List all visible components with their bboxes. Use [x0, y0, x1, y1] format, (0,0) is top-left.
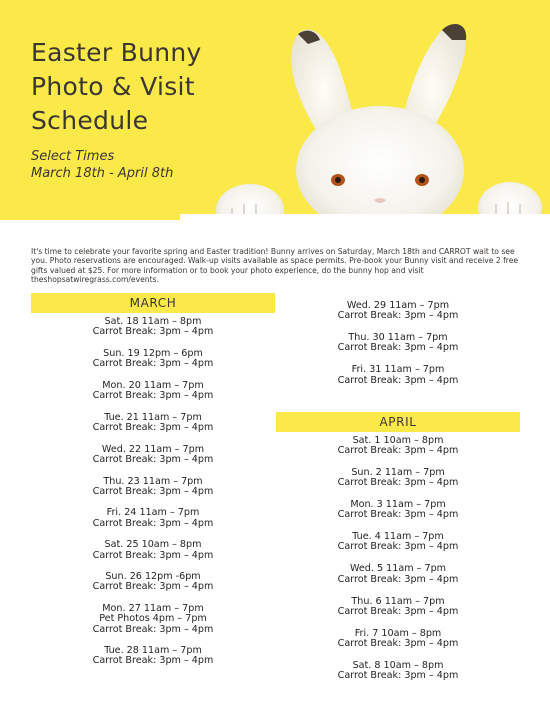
- schedule-entry: [276, 365, 520, 385]
- entry-line: Mon. 20 11am – 7pm: [102, 379, 204, 391]
- schedule-entry: [276, 301, 520, 321]
- schedule-entry: [276, 436, 520, 456]
- march-column: [31, 293, 275, 678]
- entry-line: Sat. 1 10am – 8pm: [352, 434, 444, 446]
- entry-line: Mon. 3 11am – 7pm: [350, 499, 446, 511]
- entry-line: Fri. 31 11am – 7pm: [351, 364, 445, 376]
- entry-line: Carrot Break: 3pm – 4pm: [337, 541, 459, 553]
- schedule-entry: [31, 317, 275, 337]
- entry-line: Sat. 18 11am – 8pm: [104, 316, 202, 327]
- entry-line: Wed. 29 11am – 7pm: [346, 300, 450, 311]
- date-range: [31, 148, 173, 182]
- schedule-entry: [31, 508, 275, 528]
- schedule-entry: [276, 661, 520, 681]
- entry-line: Carrot Break: 3pm – 4pm: [337, 605, 459, 617]
- schedule-entry: [276, 597, 520, 617]
- schedule-entry: [31, 646, 275, 666]
- entry-line: Carrot Break: 3pm – 4pm: [92, 390, 214, 402]
- march-heading: MARCH: [31, 293, 275, 313]
- entry-line: Carrot Break: 3pm – 4pm: [337, 374, 459, 386]
- entry-line: Wed. 5 11am – 7pm: [349, 563, 447, 575]
- entry-line: Fri. 7 10am – 8pm: [354, 627, 442, 639]
- entry-line: Carrot Break: 3pm – 4pm: [337, 477, 459, 489]
- schedule-entry: [31, 413, 275, 433]
- schedule-entry: [31, 349, 275, 369]
- entry-line: Thu. 6 11am – 7pm: [351, 595, 445, 607]
- april-column: [276, 301, 520, 693]
- schedule-entry: [31, 477, 275, 497]
- entry-line: Carrot Break: 3pm – 4pm: [92, 326, 214, 338]
- entry-line: Carrot Break: 3pm – 4pm: [337, 342, 459, 354]
- schedule-entry: [31, 445, 275, 465]
- entry-line: Pet Photos 4pm – 7pm: [99, 613, 207, 625]
- entry-line: Carrot Break: 3pm – 4pm: [92, 517, 214, 529]
- entry-line: Sun. 19 12pm – 6pm: [103, 347, 203, 359]
- entry-line: Carrot Break: 3pm – 4pm: [337, 670, 459, 682]
- entry-line: Sat. 8 10am – 8pm: [352, 660, 444, 672]
- entry-line: Sun. 2 11am – 7pm: [351, 466, 445, 478]
- entry-line: Carrot Break: 3pm – 4pm: [92, 485, 214, 497]
- subtitle-line: Select Times: [31, 149, 115, 164]
- schedule-entry: [276, 500, 520, 520]
- entry-line: Wed. 22 11am – 7pm: [101, 443, 205, 455]
- schedule-entry: [31, 381, 275, 401]
- entry-line: Carrot Break: 3pm – 4pm: [337, 310, 459, 322]
- entry-line: Tue. 4 11am – 7pm: [352, 531, 444, 543]
- entry-line: Fri. 24 11am – 7pm: [106, 507, 200, 519]
- title-line: Photo & Visit: [31, 72, 195, 101]
- entry-line: Carrot Break: 3pm – 4pm: [337, 638, 459, 650]
- entry-line: Mon. 27 11am – 7pm: [102, 603, 204, 615]
- spacer: [276, 398, 520, 412]
- schedule-entry: [31, 572, 275, 592]
- schedule-entry: [276, 629, 520, 649]
- april-heading: APRIL: [276, 412, 520, 432]
- entry-line: Carrot Break: 3pm – 4pm: [92, 549, 214, 561]
- entry-line: Thu. 23 11am – 7pm: [103, 475, 203, 487]
- schedule-entry: [276, 333, 520, 353]
- subtitle-line: March 18th - April 8th: [31, 166, 174, 181]
- schedule-entry: [31, 540, 275, 560]
- entry-line: Sat. 25 10am – 8pm: [104, 539, 202, 551]
- intro-paragraph: It's time to celebrate your favorite spring and Easter tradition! Bunny arrives on Saturday, March 18th and CARROT wait to see you. Photo reservations are encouraged. Walk-up visits available as space permits. Pre-book your Bunny visit and receive 2 free gifts valued at $25. For more information or to book your photo experience, do the bunny hop and visit theshopsatwiregrass.com/events.: [31, 246, 519, 285]
- entry-line: Tue. 28 11am – 7pm: [104, 645, 202, 657]
- entry-line: Carrot Break: 3pm – 4pm: [92, 655, 214, 667]
- entry-line: Carrot Break: 3pm – 4pm: [92, 581, 214, 593]
- schedule-entry: [276, 468, 520, 488]
- entry-line: Carrot Break: 3pm – 4pm: [337, 573, 459, 585]
- entry-line: Sun. 26 12pm -6pm: [105, 571, 201, 583]
- page-title: [31, 36, 202, 138]
- entry-line: Carrot Break: 3pm – 4pm: [337, 444, 459, 456]
- entry-line: Carrot Break: 3pm – 4pm: [92, 453, 214, 465]
- entry-line: Tue. 21 11am – 7pm: [104, 411, 202, 423]
- entry-line: Carrot Break: 3pm – 4pm: [92, 421, 214, 433]
- entry-line: Carrot Break: 3pm – 4pm: [92, 358, 214, 370]
- schedule-entry: [276, 564, 520, 584]
- entry-line: Thu. 30 11am – 7pm: [348, 332, 448, 344]
- title-line: Easter Bunny: [31, 38, 202, 67]
- hero-banner: [0, 0, 550, 220]
- schedule-entry: [276, 532, 520, 552]
- entry-line: Carrot Break: 3pm – 4pm: [337, 509, 459, 521]
- easter-bunny-image: [180, 0, 550, 220]
- entry-line: Carrot Break: 3pm – 4pm: [92, 623, 214, 635]
- schedule-entry: [31, 604, 275, 635]
- title-line: Schedule: [31, 106, 149, 135]
